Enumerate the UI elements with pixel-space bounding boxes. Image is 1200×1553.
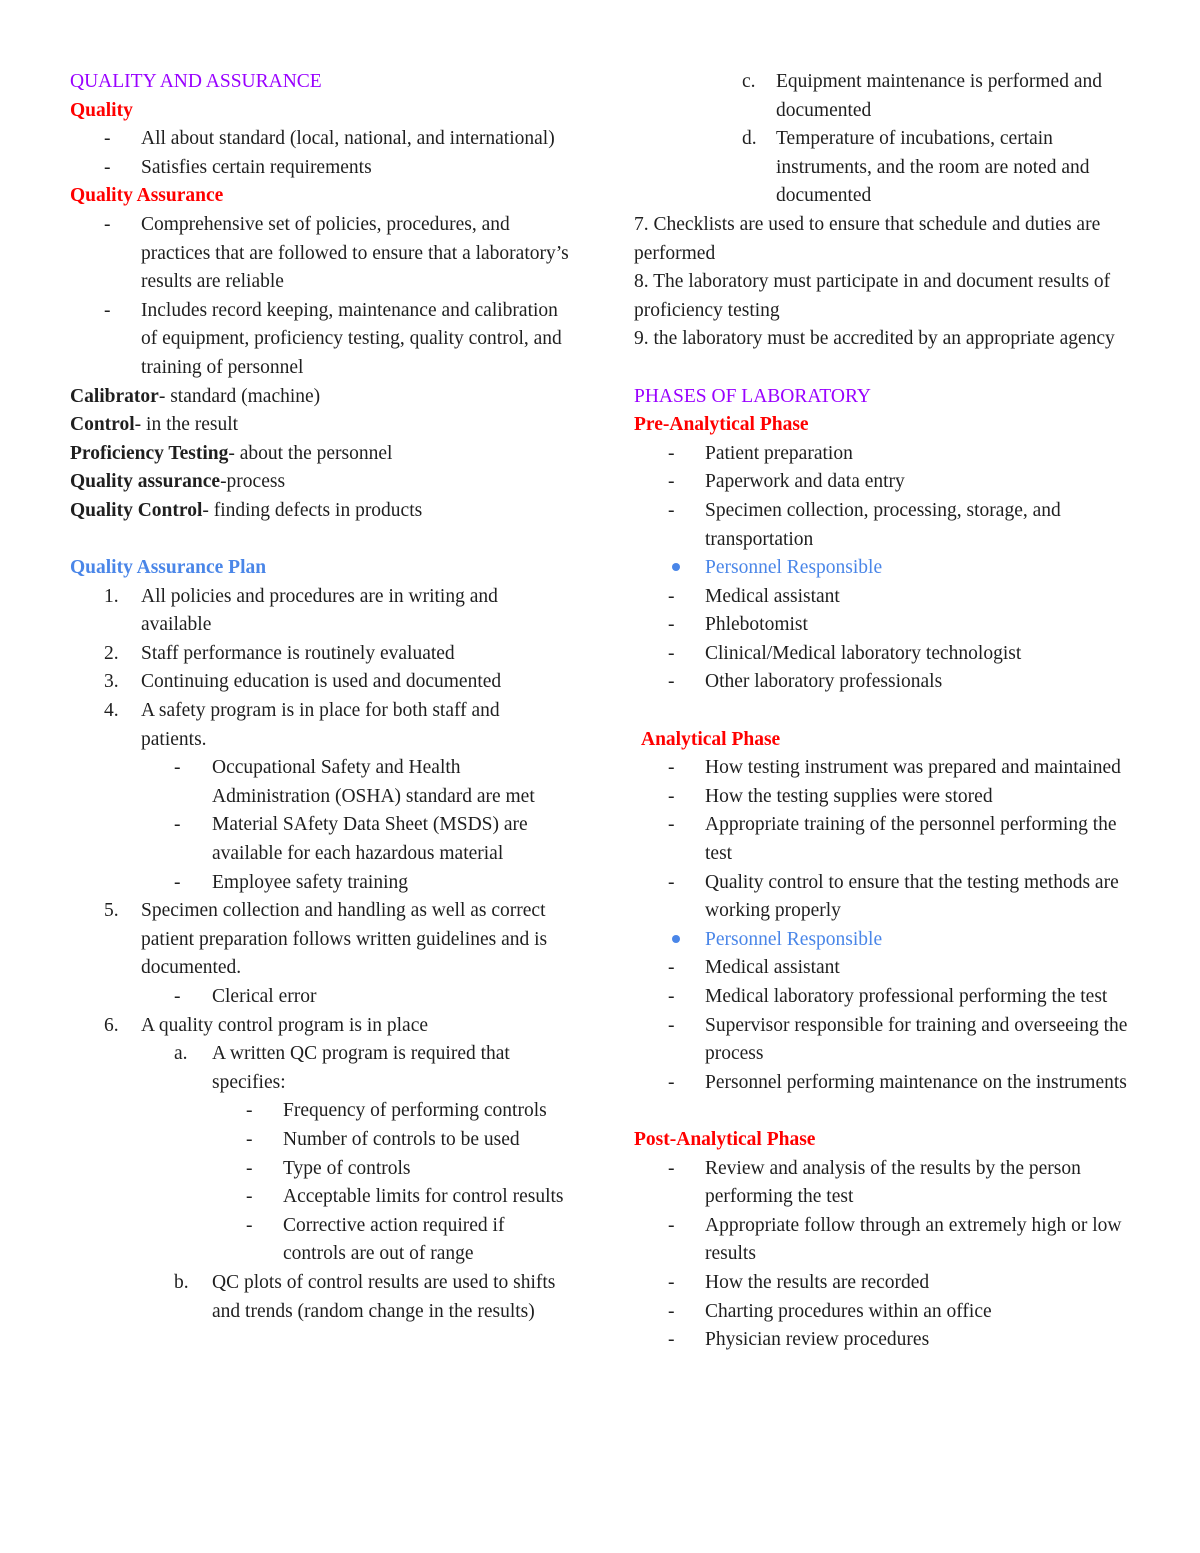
qa-plan-heading: Quality Assurance Plan	[70, 557, 267, 579]
quality-heading: Quality	[70, 99, 133, 121]
list-item: - Supervisor responsible for training and overseeing the process	[668, 1014, 1128, 1065]
definition-proficiency-testing: Proficiency Testing- about the personnel	[70, 442, 393, 464]
plan-item-6c: c. Equipment maintenance is performed and documented	[742, 71, 1102, 121]
list-item: - How testing instrument was prepared and maintained	[668, 757, 1121, 779]
list-item: - How the results are recorded	[668, 1271, 930, 1293]
list-item: - Medical assistant	[668, 957, 840, 979]
definition-control: Control- in the result	[70, 414, 239, 436]
list-item: - All about standard (local, national, and international)	[104, 128, 555, 150]
list-item: - Medical assistant	[668, 585, 840, 607]
list-item: - Appropriate follow through an extremely high or low results	[668, 1214, 1122, 1265]
list-item: - Quality control to ensure that the testing methods are working properly	[668, 871, 1119, 922]
list-item: - Review and analysis of the results by the person performing the test	[668, 1157, 1081, 1208]
plan-item-6: 6. A quality control program is in place	[104, 1014, 429, 1036]
bullet-icon	[672, 563, 680, 571]
bullet-icon	[672, 935, 680, 943]
list-item: - Patient preparation	[668, 442, 853, 464]
list-item: - Physician review procedures	[668, 1329, 930, 1351]
list-item: - Other laboratory professionals	[668, 671, 943, 693]
definition-calibrator: Calibrator- standard (machine)	[70, 385, 321, 407]
post-analytical-heading: Post-Analytical Phase	[634, 1128, 816, 1150]
pre-analytical-heading: Pre-Analytical Phase	[634, 414, 809, 436]
list-item: - Paperwork and data entry	[668, 471, 905, 493]
plan-item-6b: b. QC plots of control results are used to shifts and trends (random change in the results)	[174, 1271, 556, 1322]
left-column	[70, 68, 570, 1326]
list-item: - Medical laboratory professional performing the test	[668, 986, 1108, 1007]
list-item: - Comprehensive set of policies, procedures, and practices that are followed to ensure that a laboratory’s results are reliable	[104, 213, 569, 293]
list-item: - Appropriate training of the personnel performing the test	[668, 814, 1117, 865]
plan-item-6d: d. Temperature of incubations, certain instruments, and the room are noted and documented	[742, 128, 1090, 207]
list-item: - Number of controls to be used	[246, 1128, 520, 1150]
list-item: - Charting procedures within an office	[668, 1300, 992, 1322]
qa-heading: Quality Assurance	[70, 185, 224, 207]
list-item: - Material SAfety Data Sheet (MSDS) are available for each hazardous material	[174, 814, 528, 865]
plan-item-5: 5. Specimen collection and handling as well as correct patient preparation follows written guidelines and is documented.	[104, 900, 548, 979]
plan-item-2: 2. Staff performance is routinely evaluated	[104, 642, 455, 664]
plan-item-3: 3. Continuing education is used and documented	[104, 671, 502, 693]
list-item: - Acceptable limits for control results	[246, 1186, 564, 1208]
list-item: - Type of controls	[246, 1157, 411, 1179]
list-item: - Frequency of performing controls	[246, 1100, 547, 1122]
definition-quality-control: Quality Control- finding defects in products	[70, 499, 423, 521]
phases-title: PHASES OF LABORATORY	[634, 385, 871, 407]
plan-item-9: 9. the laboratory must be accredited by an appropriate agency	[634, 328, 1115, 350]
plan-item-7: 7. Checklists are used to ensure that schedule and duties are performed	[634, 213, 1101, 264]
list-item: - Personnel performing maintenance on the instruments	[668, 1071, 1127, 1093]
plan-item-4: 4. A safety program is in place for both staff and patients.	[104, 700, 500, 750]
list-item: - Corrective action required if controls are out of range	[246, 1214, 505, 1265]
right-column	[634, 68, 1144, 1355]
section-title: QUALITY AND ASSURANCE	[70, 71, 322, 92]
plan-item-6a: a. A written QC program is required that specifies:	[174, 1043, 510, 1093]
plan-item-1: 1. All policies and procedures are in writing and available	[104, 585, 498, 636]
list-item: - Occupational Safety and Health Administration (OSHA) standard are met	[174, 757, 535, 807]
list-item: - Employee safety training	[174, 871, 409, 893]
list-item: - Specimen collection, processing, storage, and transportation	[668, 499, 1061, 550]
personnel-responsible: Personnel Responsible	[634, 554, 1144, 583]
analytical-heading: Analytical Phase	[641, 728, 781, 750]
list-item: - How the testing supplies were stored	[668, 785, 993, 807]
list-item: - Includes record keeping, maintenance and calibration of equipment, proficiency testing, quality control, and training of personnel	[104, 299, 562, 378]
plan-item-8: 8. The laboratory must participate in and document results of proficiency testing	[634, 271, 1111, 321]
list-item: - Clinical/Medical laboratory technologist	[668, 642, 1022, 664]
list-item: - Phlebotomist	[668, 614, 808, 636]
personnel-responsible: Personnel Responsible	[634, 926, 1144, 955]
definition-quality-assurance: Quality assurance-process	[70, 471, 286, 493]
list-item: - Satisfies certain requirements	[104, 156, 372, 178]
list-item: - Clerical error	[174, 986, 317, 1007]
